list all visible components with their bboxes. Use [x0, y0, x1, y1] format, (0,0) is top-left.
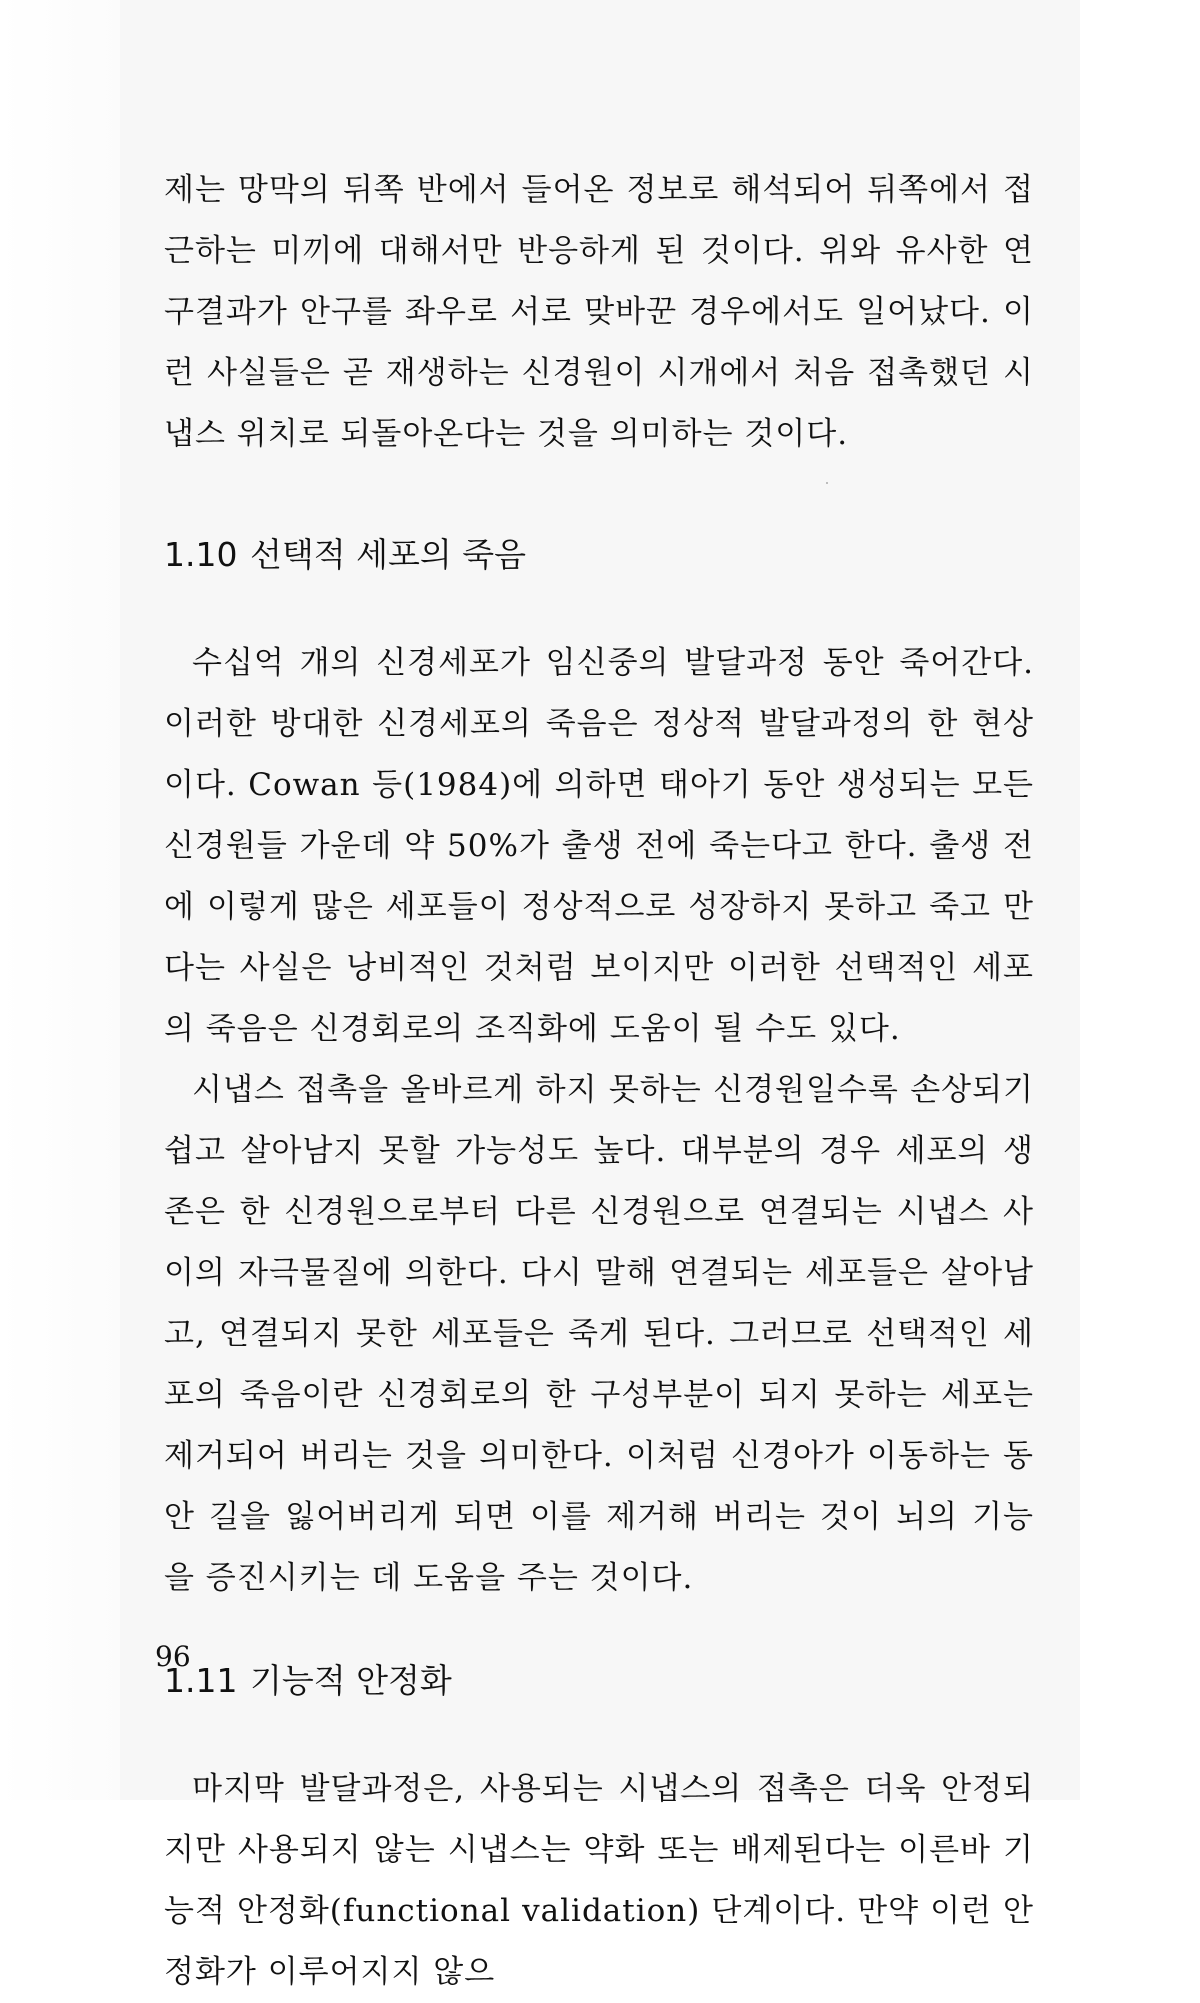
section-title: 선택적 세포의 죽음	[250, 535, 527, 574]
paragraph-intro-continuation: 제는 망막의 뒤쪽 반에서 들어온 정보로 해석되어 뒤쪽에서 접근하는 미끼에 대해서만 반응하게 된 것이다. 위와 유사한 연구결과가 안구를 좌우로 서로 맞바꾼 경우에서도 일어났다. 이런 사실들은 곧 재생하는 신경원이 시개에서 처음 접촉했던 시냅스 위치로 되돌아온다는 것을 의미하는 것이다.	[164, 172, 1034, 452]
section-heading-1-11	[164, 1661, 1034, 1701]
paragraph-cell-death-1: 수십억 개의 신경세포가 임신중의 발달과정 동안 죽어간다. 이러한 방대한 신경세포의 죽음은 정상적 발달과정의 한 현상이다. Cowan 등(1984)에 의하면 태아기 동안 생성되는 모든 신경원들 가운데 약 50%가 출생 전에 죽는다고 한다. 출생 전에 이렇게 많은 세포들이 정상적으로 성장하지 못하고 죽고 만다는 사실은 낭비적인 것처럼 보이지만 이러한 선택적인 세포의 죽음은 신경회로의 조직화에 도움이 될 수도 있다.	[164, 645, 1034, 1047]
paragraph-functional-validation: 마지막 발달과정은, 사용되는 시냅스의 접촉은 더욱 안정되지만 사용되지 않는 시냅스는 약화 또는 배제된다는 이른바 기능적 안정화(functional validation) 단계이다. 만약 이런 안정화가 이루어지지 않으	[164, 1771, 1034, 1990]
page-content	[164, 160, 1034, 2003]
paragraph-cell-death-2: 시냅스 접촉을 올바르게 하지 못하는 신경원일수록 손상되기 쉽고 살아남지 못할 가능성도 높다. 대부분의 경우 세포의 생존은 한 신경원으로부터 다른 신경원으로 연결되는 시냅스 사이의 자극물질에 의한다. 다시 말해 연결되는 세포들은 살아남고, 연결되지 못한 세포들은 죽게 된다. 그러므로 선택적인 세포의 죽음이란 신경회로의 한 구성부분이 되지 못하는 세포는 제거되어 버리는 것을 의미한다. 이처럼 신경아가 이동하는 동안 길을 잃어버리게 되면 이를 제거해 버리는 것이 뇌의 기능을 증진시키는 데 도움을 주는 것이다.	[164, 1072, 1034, 1596]
scan-margin	[0, 0, 120, 1800]
book-page	[120, 0, 1080, 1990]
section-number: 1.10	[164, 535, 238, 574]
section-number: 1.11	[164, 1661, 238, 1700]
section-title: 기능적 안정화	[250, 1661, 452, 1700]
section-heading-1-10	[164, 535, 1034, 575]
page-number: 96	[155, 1640, 191, 1673]
